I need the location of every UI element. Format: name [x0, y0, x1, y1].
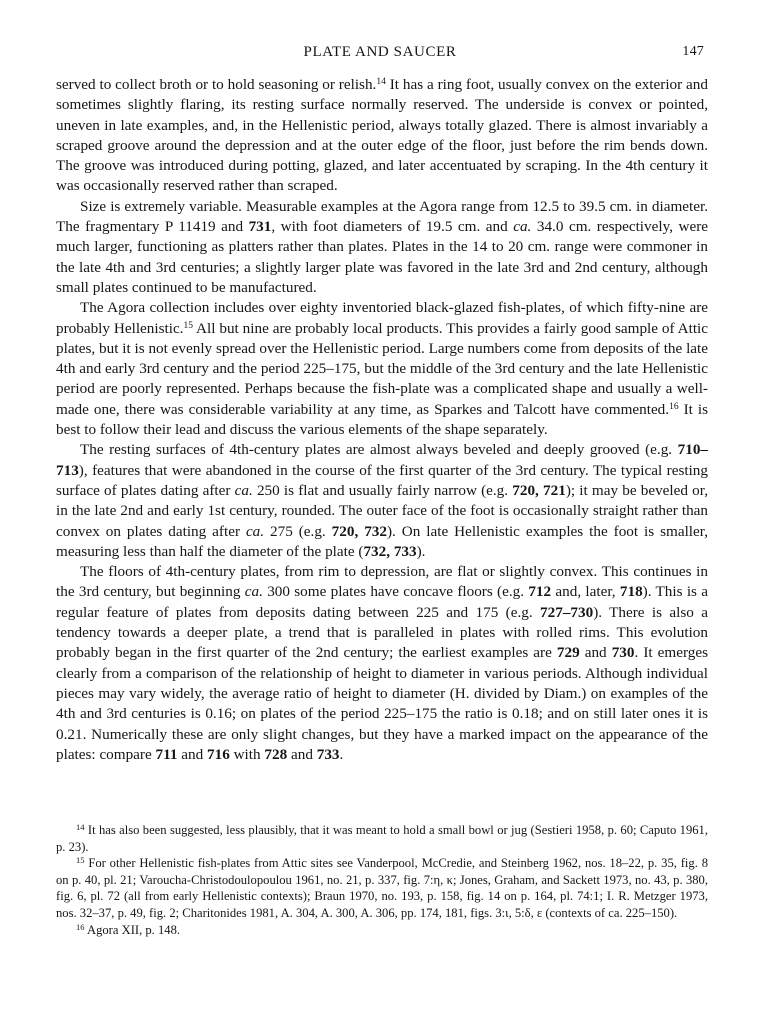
running-title: PLATE AND SAUCER: [303, 44, 457, 60]
paragraph: [56, 440, 708, 562]
text-run: 225–150).: [622, 905, 678, 920]
footnote-ref: 14: [76, 822, 85, 832]
text-run: It has a ring foot, usually convex on the exterior and sometimes slightly flaring, its resting surface normally reserved. The underside is convex or pointed, uneven in late examples, and, in the Hellenistic period, always totally glazed. There is almost invariably a scraped groove around the depression and at the outer edge of the floor, just before the rim bends down. The groove was introduced during potting, glazed, and later accentuated by scraping. In the 4th century it was occasionally reserved rather than scraped.: [56, 76, 708, 195]
running-head: [56, 44, 704, 64]
catalog-number: 720, 732: [331, 522, 387, 540]
text-run: The resting surfaces of 4th-century plates are almost always beveled and deeply grooved (e.g.: [80, 441, 678, 459]
footnote: [56, 822, 708, 855]
catalog-number: 731: [248, 218, 272, 236]
text-run: and: [579, 644, 612, 662]
text-run: ). On late Hellenistic examples the foot is smaller, measuring less than half the diameter of the plate (: [56, 522, 708, 560]
text-run: The floors of 4th-century plates, from rim to depression, are flat or slightly convex. This continues in the 3rd century, but beginning: [56, 563, 708, 601]
footnote-ref: 16: [669, 401, 679, 412]
text-run: ); it may be beveled or, in the late 2nd and early 1st century, rounded. The outer face of the foot is occasionally straight rather than convex on plates dating after: [56, 481, 708, 540]
text-run: and: [177, 745, 208, 763]
text-run: 34.0 cm. respectively, were much larger, functioning as platters rather than plates. Plates in the 14 to 20 cm. range were commoner in the late 4th and 3rd centuries; a slightly larger plate was favored in the late 3rd and 2nd century, although small plates continued to be manufactured.: [56, 218, 708, 296]
paragraph: [56, 197, 708, 298]
text-run: XII, p. 148.: [118, 922, 181, 937]
catalog-number: 710–713: [56, 441, 708, 479]
text-run: It is best to follow their lead and discuss the various elements of the shape separately.: [56, 400, 708, 439]
text-run: ). There is also a tendency towards a deeper plate, a trend that is paralleled in plates with rolled rims. This evolution probably began in the first quarter of the 2nd century; the earliest examples are: [56, 603, 708, 662]
page-number: 147: [682, 44, 704, 59]
text-run: For other Hellenistic fish-plates from Attic sites see Vanderpool, McCredie, and Steinberg 1962, nos. 18–22, p. 35, fig. 8 on p. 40, pl. 21; Varoucha-Christodoulopoulou 1961, no. 21, p. 337, fig. 7:η, κ; Jones, Graham, and Sackett 1973, no. 43, p. 380, fig. 6, pl. 72 (all from early Hellenistic contexts); Braun 1970, no. 193, p. 158, fig. 14 on p. 164, pl. 74:1; I. R. Metzger 1973, nos. 32–37, p. 49, fig. 2; Charitonides 1981, A. 304, A. 300, A. 306, pp. 174, 181, figs. 3:ι, 5:δ, ε (contexts of: [56, 856, 708, 920]
footnote-ref: 14: [376, 77, 386, 87]
catalog-number: 733: [316, 745, 340, 763]
text-run: 300 some plates have concave floors (e.g.: [262, 583, 529, 601]
text-run: ).: [416, 542, 426, 560]
text-run: , with foot diameters of 19.5 cm. and: [271, 218, 514, 236]
footnote-ref: 15: [183, 320, 193, 331]
italic-text: ca.: [608, 905, 623, 920]
catalog-number: 716: [207, 745, 230, 763]
text-run: All but nine are probably local products. This provides a fairly good sample of Attic plates, but it is not evenly spread over the Hellenistic period. Large numbers come from deposits of the late 4th and early 3rd century and the period 225–175, but the middle of the 3rd century and the late Hellenistic period are poorly represented. Perhaps because the fish-plate was a complicated shape and usually a well-made one, there was considerable variability at any time, as Sparkes and Talcott have commented.: [56, 319, 709, 418]
italic-text: ca.: [513, 218, 532, 236]
catalog-number: 727–730: [540, 603, 594, 621]
catalog-number: 712: [528, 583, 552, 601]
text-run: . It emerges clearly from a comparison of the relationship of height to diameter in various periods. Although individual pieces may vary widely, the average ratio of height to diameter (H. divided by Diam.) on examples of the 4th and 3rd centuries is 0.16; on plates of the period 225–175 the ratio is 0.18; and on still later ones it is 0.21. Numerically these are only slight changes, but they have a marked impact on the appearance of the plates: compare: [56, 644, 708, 763]
paragraph: [56, 75, 708, 197]
footnote: [56, 855, 708, 921]
text-run: Size is extremely variable. Measurable examples at the Agora range from 12.5 to 39.5 cm. in diameter. The fragmentary P 11419 and: [56, 197, 708, 236]
text-run: It has also been suggested, less plausibly, that it was meant to hold a small bowl or jug (Sestieri 1958, p. 60; Caputo 1961, p. 23).: [56, 823, 708, 854]
text-run: ). This is a regular feature of plates from deposits dating between 225 and 175 (e.g.: [56, 583, 708, 621]
paragraph: [56, 562, 708, 765]
body-text: [56, 75, 708, 765]
text-run: and, later,: [551, 583, 620, 601]
text-run: 275 (e.g.: [264, 522, 332, 540]
footnote-ref: 16: [76, 921, 85, 932]
italic-text: ca.: [244, 583, 263, 601]
catalog-number: 730: [611, 644, 635, 662]
footnote-ref: 15: [76, 855, 85, 866]
paragraph: [56, 298, 708, 440]
footnotes: [56, 822, 708, 938]
text-run: with: [229, 745, 265, 763]
catalog-number: 732, 733: [363, 542, 417, 560]
text-run: 250 is flat and usually fairly narrow (e.g.: [252, 481, 513, 499]
text-run: ), features that were abandoned in the course of the first quarter of the 3rd century. The typical resting surface of plates dating after: [56, 461, 708, 499]
catalog-number: 729: [556, 644, 580, 662]
text-run: The Agora collection includes over eighty inventoried black-glazed fish-plates, of which fifty-nine are probably Hellenistic.: [56, 299, 708, 337]
text-run: .: [339, 745, 344, 763]
catalog-number: 711: [155, 745, 178, 763]
catalog-number: 720, 721: [512, 481, 566, 499]
footnote: [56, 922, 708, 939]
italic-text: Agora: [86, 922, 119, 937]
italic-text: ca.: [245, 522, 265, 540]
italic-text: ca.: [234, 481, 253, 499]
text-run: and: [287, 745, 317, 763]
catalog-number: 718: [619, 583, 643, 601]
text-run: served to collect broth or to hold seasoning or relish.: [56, 76, 377, 93]
catalog-number: 728: [264, 745, 288, 763]
